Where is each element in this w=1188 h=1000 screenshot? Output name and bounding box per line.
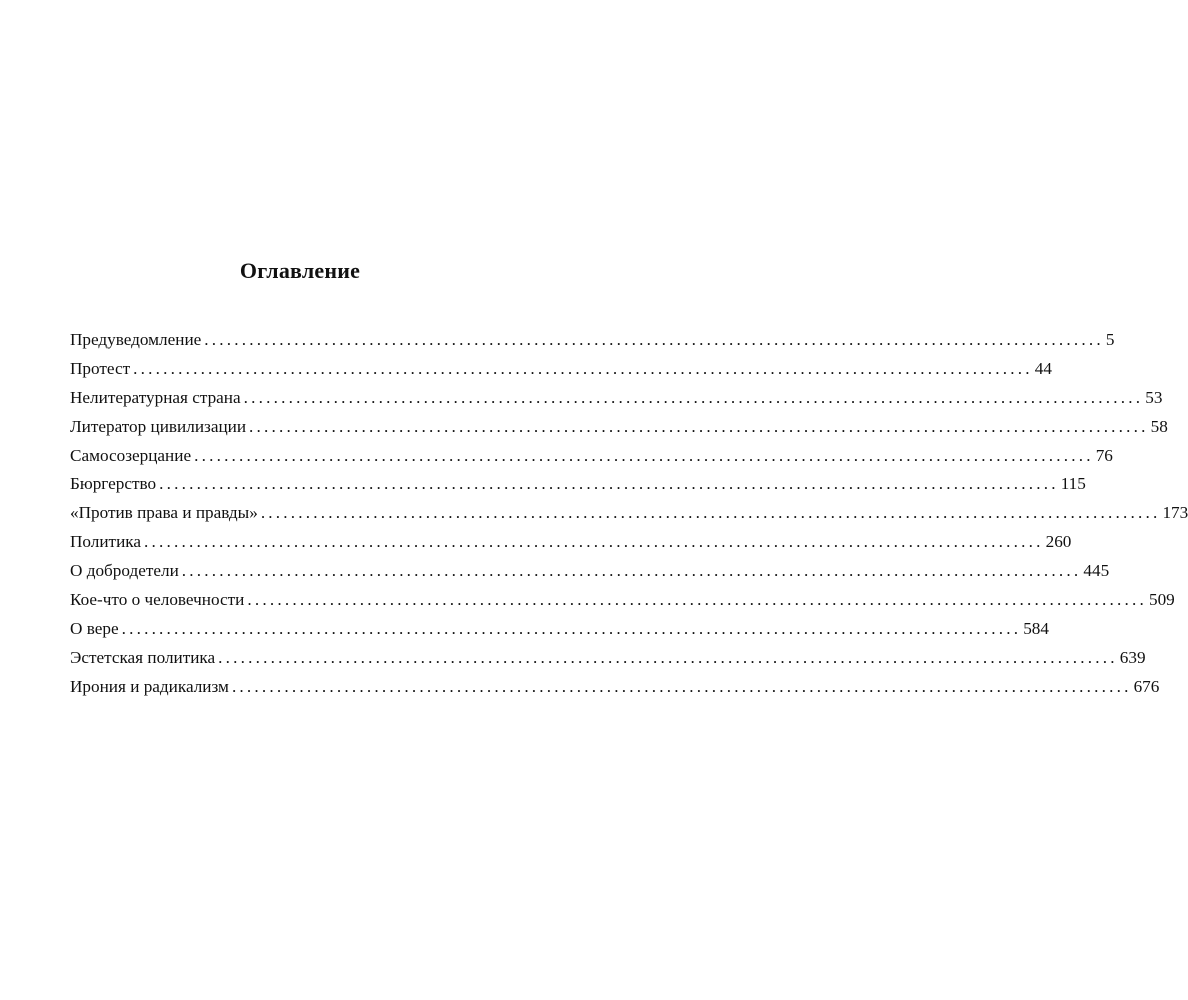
toc-entry-title: Бюргерство: [70, 474, 157, 494]
toc-entry-page: 53: [1145, 387, 1163, 407]
toc-entry-page: 584: [1023, 618, 1049, 638]
toc-entry-page: 676: [1133, 676, 1160, 696]
toc-entry-page: 115: [1060, 474, 1086, 494]
toc-leader-dots: ........................................................................................................................: [243, 387, 1144, 407]
toc-entry-title: Протест: [70, 358, 131, 378]
toc-leader-dots: ........................................................................................................................: [204, 330, 1104, 349]
toc-entry-page: 260: [1045, 532, 1072, 552]
toc-entry: [70, 615, 1049, 644]
toc-entry-page: 76: [1095, 445, 1113, 465]
toc-leader-dots: ........................................................................................................................: [260, 503, 1161, 523]
toc-entry-page: 5: [1105, 330, 1115, 349]
toc-entry-title: «Против права и правды»: [70, 503, 258, 523]
toc-entry: [70, 644, 1146, 673]
toc-entry: [70, 442, 1113, 471]
toc-entry: [70, 499, 1188, 528]
toc-entry-title: Ирония и радикализм: [70, 676, 229, 696]
toc-entry-page: 639: [1119, 647, 1146, 667]
toc-entry-page: 173: [1162, 503, 1188, 523]
toc-entry: [70, 528, 1072, 557]
toc-entry: [70, 470, 1086, 499]
toc-entry-page: 44: [1034, 358, 1052, 378]
toc-entry: [70, 326, 1115, 355]
toc-entry-title: Кое-что о человечности: [70, 590, 245, 610]
toc-leader-dots: ........................................................................................................................: [231, 676, 1132, 696]
toc-entry-title: Литератор цивилизации: [70, 416, 247, 436]
toc-leader-dots: ........................................................................................................................: [218, 647, 1118, 667]
toc-leader-dots: ........................................................................................................................: [194, 445, 1094, 465]
toc-entry-page: 445: [1083, 561, 1110, 581]
toc-entry: [70, 673, 1160, 702]
toc-entry-title: О вере: [70, 618, 119, 638]
toc-entry-title: О добродетели: [70, 561, 179, 581]
toc-entry: [70, 384, 1163, 413]
toc-entry: [70, 413, 1168, 442]
toc-heading: Оглавление: [239, 258, 361, 283]
toc-entry-title: Эстетская политика: [70, 647, 216, 667]
toc-entry-title: Предуведомление: [70, 330, 202, 349]
toc-leader-dots: ........................................................................................................................: [143, 532, 1044, 552]
toc-entry: [70, 355, 1052, 384]
toc-entry-title: Самосозерцание: [70, 445, 192, 465]
toc-leader-dots: ........................................................................................................................: [247, 590, 1147, 610]
toc-entry-title: Политика: [70, 532, 141, 552]
toc-leader-dots: ........................................................................................................................: [133, 358, 1033, 378]
toc-leader-dots: ........................................................................................................................: [249, 416, 1149, 436]
toc-leader-dots: ........................................................................................................................: [159, 474, 1059, 494]
toc-entry: [70, 557, 1110, 586]
toc-entry-page: 58: [1150, 416, 1168, 436]
toc-entry: [70, 586, 1175, 615]
toc-entry-page: 509: [1148, 590, 1175, 610]
toc-list: [70, 326, 1188, 702]
toc-entry-title: Нелитературная страна: [70, 387, 241, 407]
toc-leader-dots: ........................................................................................................................: [121, 618, 1022, 638]
toc-leader-dots: ........................................................................................................................: [181, 561, 1082, 581]
